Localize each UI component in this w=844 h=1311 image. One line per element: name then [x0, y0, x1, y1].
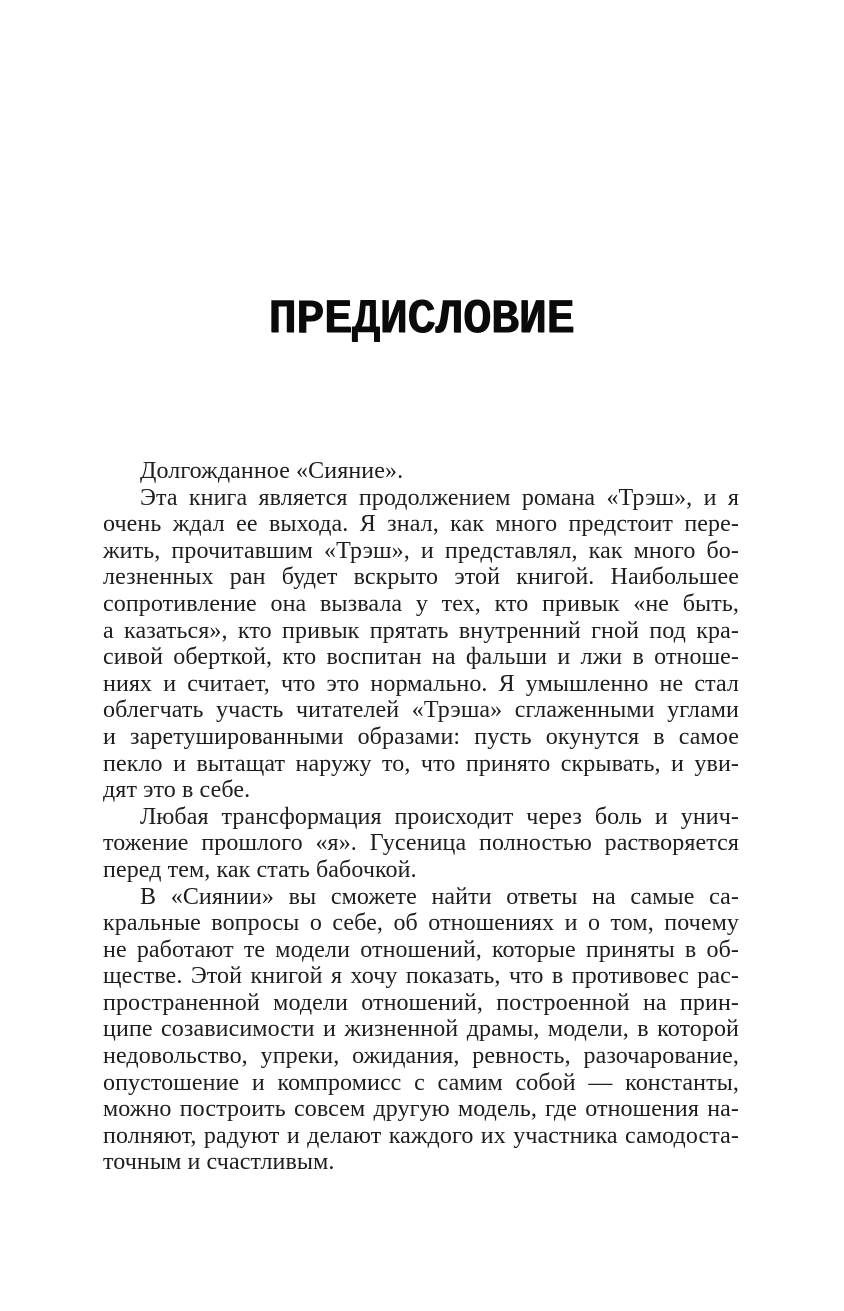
- text-line: точным и счастливым.: [103, 1149, 335, 1176]
- text-line: Любая трансформация происходит через боль и унич-: [140, 803, 739, 830]
- text-line: а казаться», кто привык прятать внутренний гной под кра-: [103, 617, 739, 644]
- text-line: очень ждал ее выхода. Я знал, как много предстоит пере-: [103, 511, 739, 538]
- paragraph: [103, 458, 739, 485]
- text-line: дят это в себе.: [103, 777, 251, 804]
- text-line: ципе созависимости и жизненной драмы, модели, в которой: [103, 1016, 739, 1043]
- text-line: Долгожданное «Сияние».: [140, 458, 404, 484]
- paragraph: [103, 884, 739, 1177]
- text-line: лезненных ран будет вскрыто этой книгой. Наибольшее: [103, 564, 739, 591]
- text-line: пекло и вытащат наружу то, что принято скрывать, и уви-: [103, 750, 739, 777]
- text-line: сивой оберткой, кто воспитан на фальши и лжи в отноше-: [103, 644, 739, 671]
- chapter-title: ПРЕДИСЛОВИЕ: [268, 293, 574, 347]
- text-line: сопротивление она вызвала у тех, кто привык «не быть,: [103, 590, 739, 617]
- text-line: полняют, радуют и делают каждого их участника самодоста-: [103, 1122, 739, 1149]
- text-line: пространенной модели отношений, построенной на прин-: [103, 989, 739, 1016]
- text-line: кральные вопросы о себе, об отношениях и о том, почему: [103, 910, 739, 937]
- text-line: В «Сиянии» вы сможете найти ответы на самые са-: [140, 883, 739, 910]
- text-line: не работают те модели отношений, которые приняты в об-: [103, 936, 739, 963]
- text-line: жить, прочитавшим «Трэш», и представлял, как много бо-: [103, 537, 739, 564]
- paragraph: [103, 485, 739, 804]
- text-line: облегчать участь читателей «Трэша» сглаженными углами: [103, 697, 739, 724]
- text-line: опустошение и компромисс с самим собой — константы,: [103, 1069, 739, 1096]
- text-line: и заретушированными образами: пусть окунутся в самое: [103, 723, 739, 750]
- text-line: недовольство, упреки, ожидания, ревность, разочарование,: [103, 1043, 739, 1070]
- text-line: перед тем, как стать бабочкой.: [103, 856, 417, 883]
- text-line: ществе. Этой книгой я хочу показать, что в противовес рас-: [103, 963, 739, 990]
- text-line: Эта книга является продолжением романа «Трэш», и я: [140, 484, 739, 511]
- text-line: можно построить совсем другую модель, где отношения на-: [103, 1096, 739, 1123]
- text-line: тожение прошлого «я». Гусеница полностью растворяется: [103, 830, 739, 857]
- text-line: ниях и считает, что это нормально. Я умышленно не стал: [103, 670, 739, 697]
- body-text: [103, 458, 739, 1176]
- paragraph: [103, 804, 739, 884]
